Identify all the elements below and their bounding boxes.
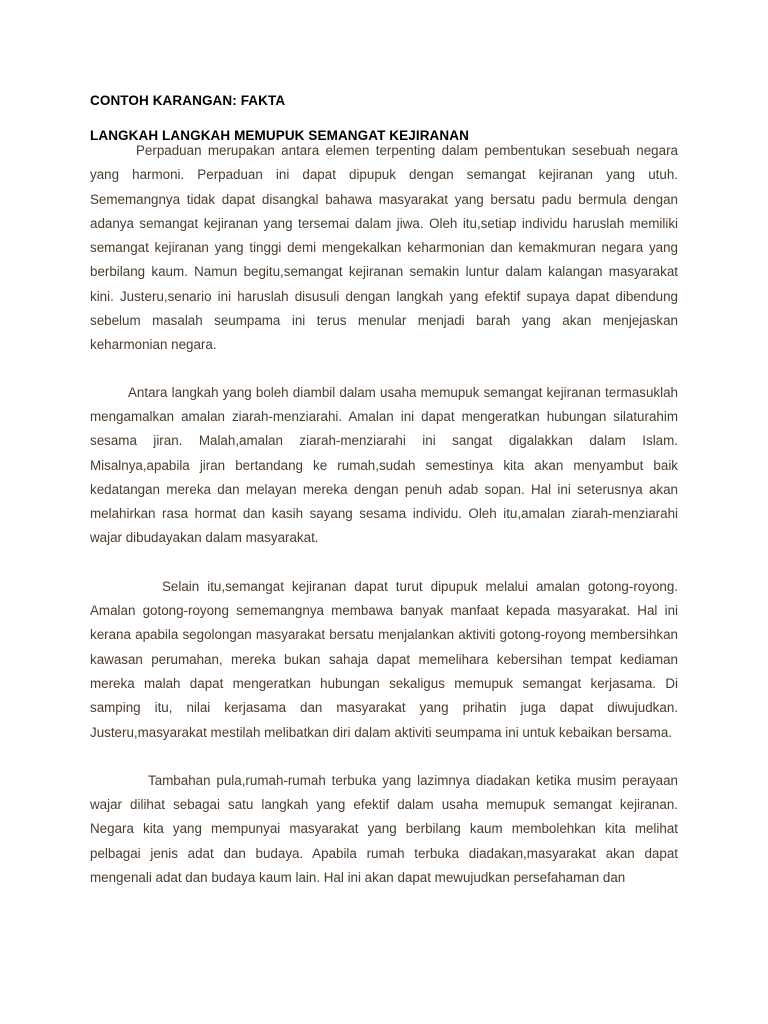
paragraph-ziarah: Antara langkah yang boleh diambil dalam usaha memupuk semangat kejiranan termasuklah mengamalkan amalan ziarah-menziarahi. Amalan ini dapat mengeratkan hubungan silaturahim sesama jiran. Malah,amalan ziarah-menziarahi ini sangat digalakkan dalam Islam. Misalnya,apabila jiran bertandang ke rumah,sudah semestinya kita akan menyambut baik kedatangan mereka dan melayan mereka dengan penuh adab sopan. Hal ini seterusnya akan melahirkan rasa hormat dan kasih sayang sesama individu. Oleh itu,amalan ziarah-menziarahi wajar dibudayakan dalam masyarakat. — [90, 384, 678, 546]
paragraph-gotong-royong: Selain itu,semangat kejiranan dapat turut dipupuk melalui amalan gotong-royong. Amalan gotong-royong sememangnya membawa banyak manfaat kepada masyarakat. Hal ini kerana apabila segolongan masyarakat bersatu menjalankan aktiviti gotong-royong membersihkan kawasan perumahan, mereka bukan sahaja dapat memelihara kebersihan tempat kediaman mereka malah dapat mengeratkan hubungan sekaligus memupuk semangat kerjasama. Di samping itu, nilai kerjasama dan masyarakat yang prihatin juga dapat diwujudkan. Justeru,masyarakat mestilah melibatkan diri dalam aktiviti seumpama ini untuk kebaikan bersama. — [90, 578, 678, 740]
document-title: CONTOH KARANGAN: FAKTA — [90, 93, 286, 108]
paragraph-rumah-terbuka: Tambahan pula,rumah-rumah terbuka yang lazimnya diadakan ketika musim perayaan wajar dilihat sebagai satu langkah yang efektif dalam usaha memupuk semangat kejiranan. Negara kita yang mempunyai masyarakat yang berbilang kaum membolehkan kita melihat pelbagai jenis adat dan budaya. Apabila rumah terbuka diadakan,masyarakat akan dapat mengenali adat dan budaya kaum lain. Hal ini akan dapat mewujudkan persefahaman dan — [90, 772, 678, 886]
document-page — [90, 92, 678, 890]
essay-heading: LANGKAH LANGKAH MEMUPUK SEMANGAT KEJIRANAN — [90, 128, 469, 143]
paragraph-intro: Perpaduan merupakan antara elemen terpenting dalam pembentukan sesebuah negara yang harmoni. Perpaduan ini dapat dipupuk dengan semangat kejiranan yang utuh. Sememangnya tidak dapat disangkal bahawa masyarakat yang bersatu padu bermula dengan adanya semangat kejiranan yang tersemai dalam jiwa. Oleh itu,setiap individu haruslah memiliki semangat kejiranan yang tinggi demi mengekalkan keharmonian dan kemakmuran negara yang berbilang kaum. Namun begitu,semangat kejiranan semakin luntur dalam kalangan masyarakat kini. Justeru,senario ini haruslah disusuli dengan langkah yang efektif supaya dapat dibendung sebelum masalah seumpama ini terus menular menjadi barah yang akan menjejaskan keharmonian negara. — [90, 143, 678, 353]
